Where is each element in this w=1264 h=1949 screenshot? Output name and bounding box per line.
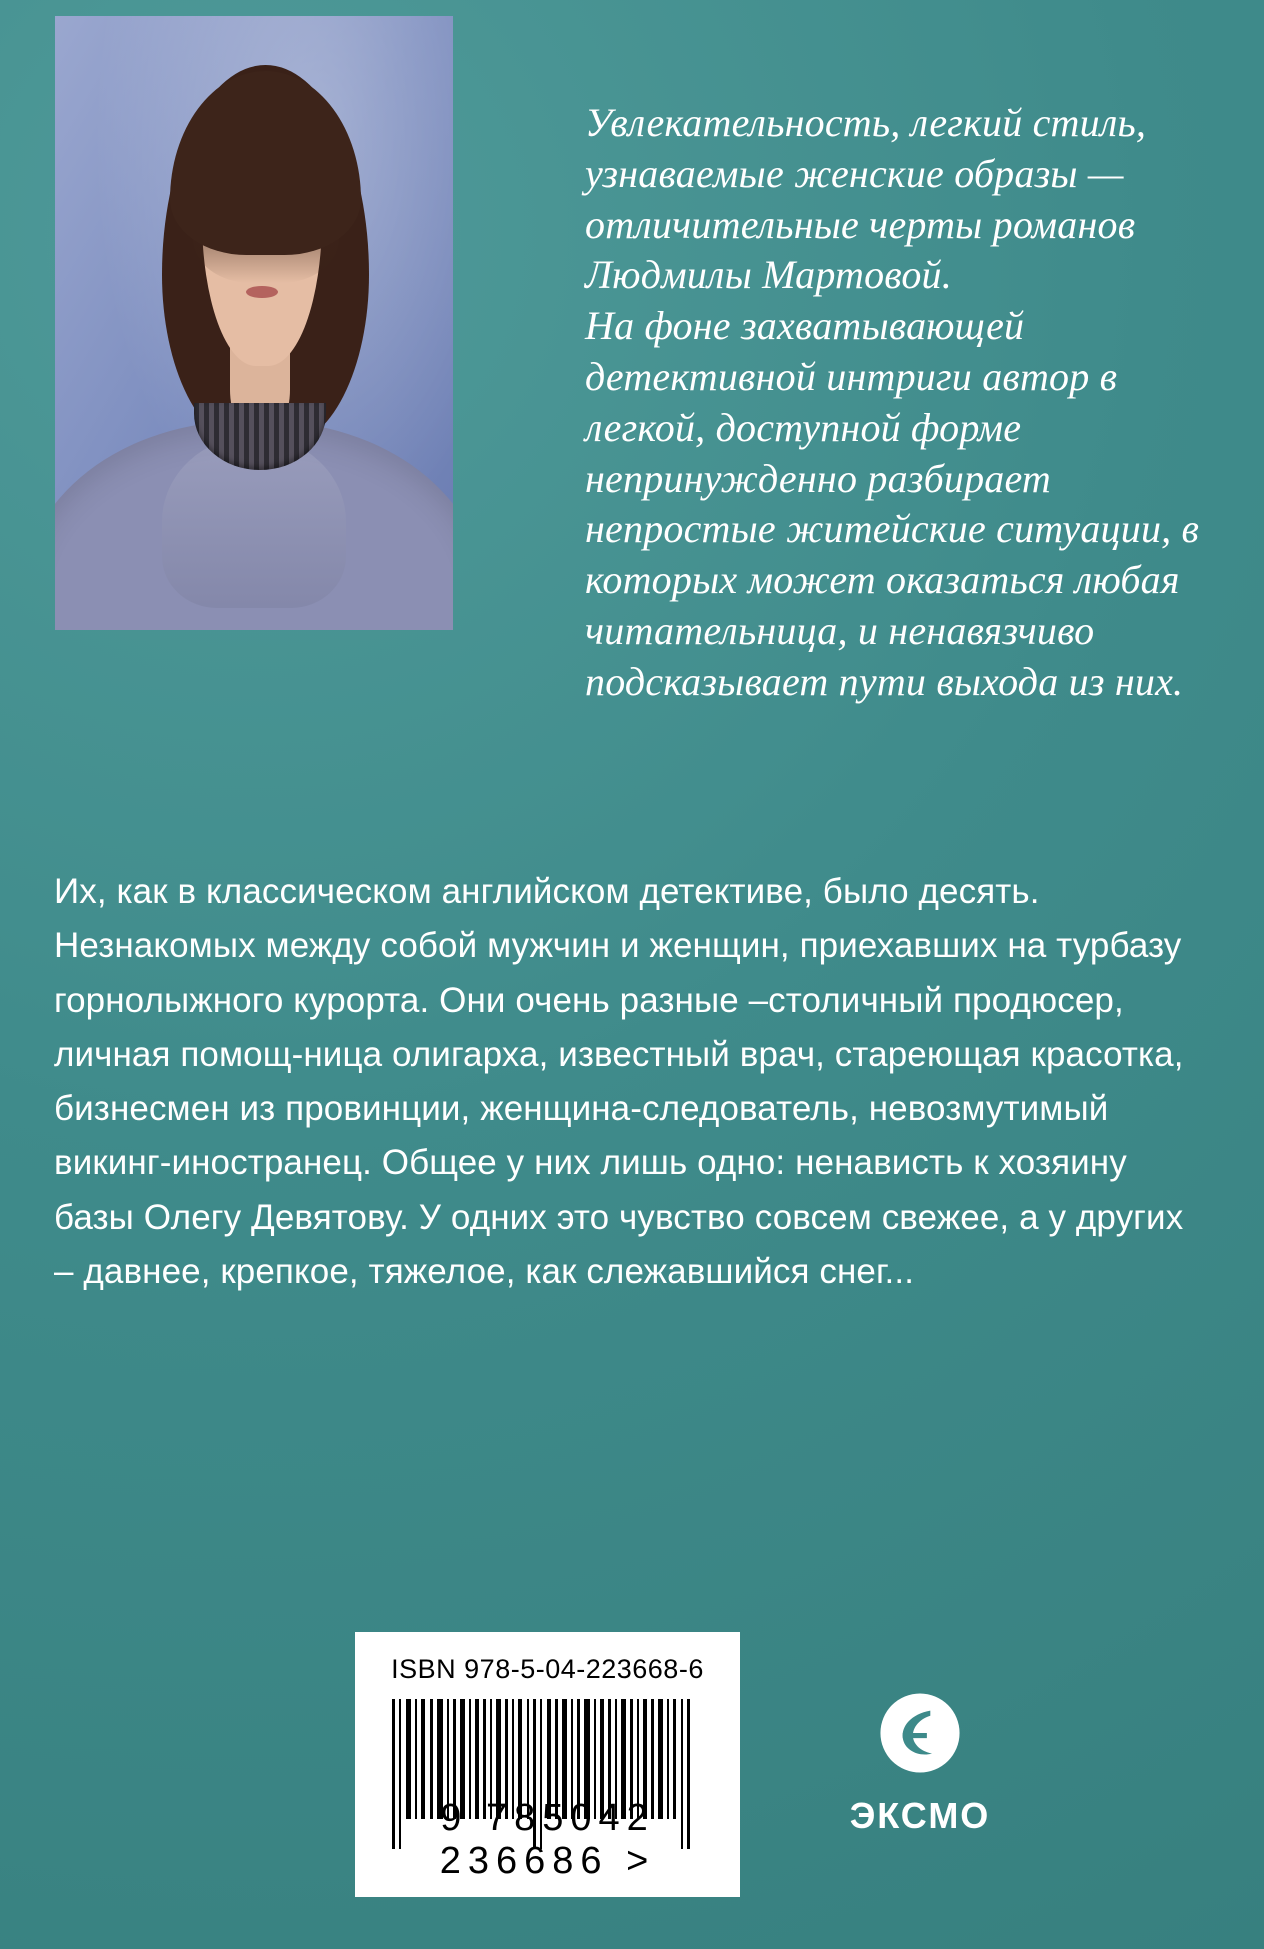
- publisher-name: ЭКСМО: [849, 1795, 991, 1836]
- author-photo: [55, 16, 453, 630]
- author-portrait-illustration: [55, 16, 453, 630]
- portrait-hair-front: [170, 71, 361, 255]
- barcode-digits: 9 785042 236686 >: [439, 1797, 656, 1882]
- blurb-paragraph-1: Увлекательность, легкий стиль, узнаваемые женские образы — отличительные черты романов Людмилы Мартовой.: [585, 100, 1147, 298]
- publisher-block: [795, 1690, 1045, 1837]
- book-synopsis: [54, 865, 1189, 1299]
- synopsis-text: Их, как в классическом английском детективе, было десять. Незнакомых между собой мужчин и женщин, приехавших на турбазу горнолыжного курорта. Они очень разные –столичный продюсер, личная помощ-ница олигарха, известный врач, стареющая красотка, бизнесмен из провинции, женщина-следователь, невозмутимый викинг-иностранец. Общее у них лишь одно: ненависть к хозяину базы Олегу Девятову. У одних это чувство совсем свежее, а у других – давнее, крепкое, тяжелое, как слежавшийся снег...: [54, 872, 1184, 1291]
- isbn-barcode-block: [355, 1632, 740, 1897]
- eksmo-logo-icon: [877, 1690, 963, 1776]
- isbn-label: ISBN 978-5-04-223668-6: [391, 1654, 704, 1684]
- publisher-blurb: [585, 98, 1205, 708]
- blurb-paragraph-2: На фоне захватывающей детективной интриги автор в легкой, доступной форме непринужденно разбирает непростые житейские ситуации, в которых может оказаться любая читательница, и ненавязчиво подсказывает пути выхода из них.: [585, 303, 1200, 704]
